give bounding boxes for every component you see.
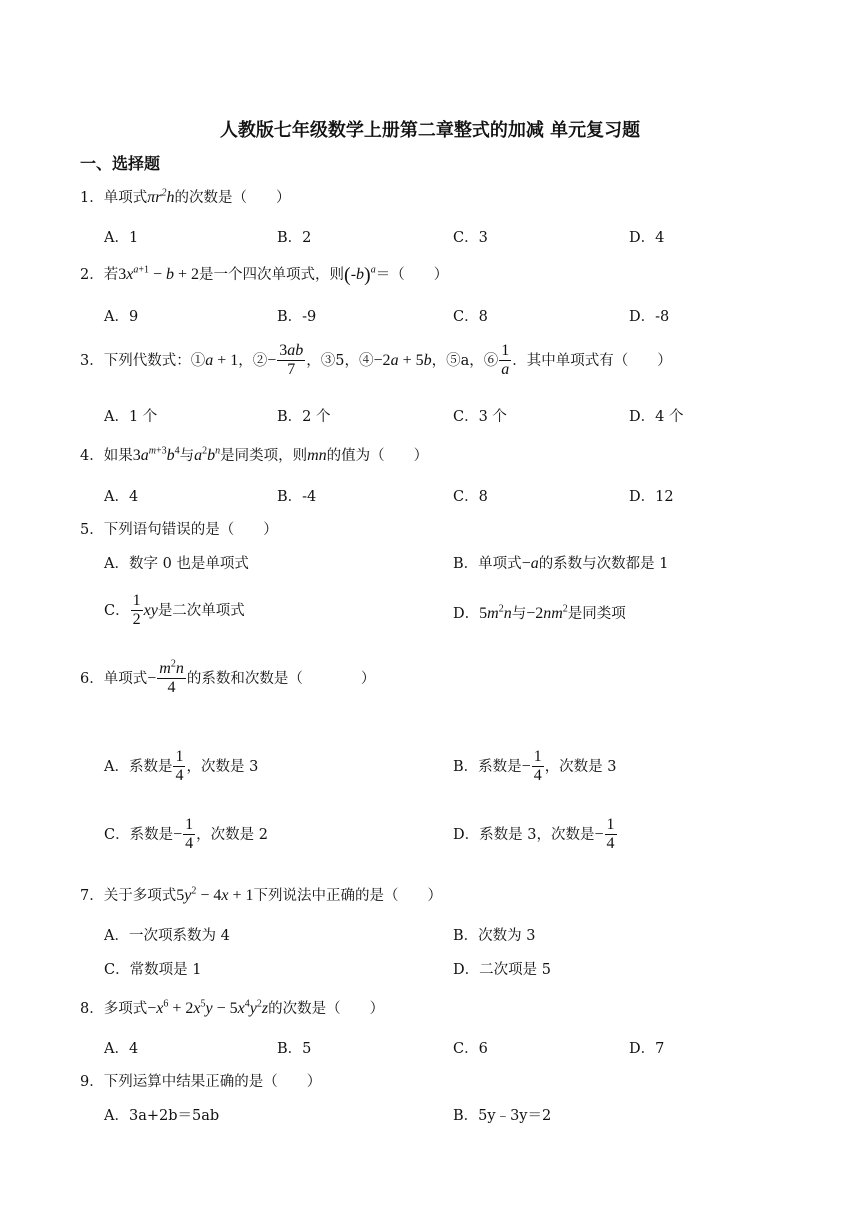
option-d: D．-8	[629, 309, 670, 325]
question-number: 7．	[80, 888, 104, 904]
fraction: $\frac{1}{4}$	[185, 816, 194, 853]
option-b: B．2	[277, 230, 312, 246]
question-4: 4．如果$3a^{m+3}b^4$与$a^2b^n$是同类项，则mn的值为（ ）	[80, 445, 429, 464]
option-a: A．1	[104, 230, 139, 246]
fraction: $\frac{1}{2}$	[132, 592, 141, 629]
option-b: B．-4	[277, 489, 317, 505]
math-expression: a + 1	[205, 351, 239, 369]
option-c: C． $\frac{1}{2}$ xy是二次单项式	[104, 592, 245, 629]
option-c: C．系数是− $\frac{1}{4}$ ，次数是 2	[104, 816, 268, 853]
question-number: 1．	[80, 190, 104, 206]
option-d: D．7	[629, 1041, 665, 1057]
math-expression: $\pi r^2h$	[147, 187, 175, 206]
question-number: 2．	[80, 267, 104, 283]
math-expression: mn	[307, 447, 327, 464]
option-b: B．次数为 3	[453, 928, 536, 944]
option-d: D．二次项是 5	[453, 962, 551, 978]
math-expression: $3a^{m+3}b^4$	[132, 445, 180, 464]
option-c: C．8	[453, 309, 488, 325]
fraction: $\frac{1}{4}$	[606, 816, 615, 853]
question-6: 6．单项式− $\frac{m^2n}{4}$ 的系数和次数是（ ）	[80, 658, 376, 697]
question-number: 8．	[80, 1001, 104, 1017]
option-b: B．系数是− $\frac{1}{4}$ ，次数是 3	[453, 748, 617, 785]
question-number: 5．	[80, 522, 104, 538]
question-number: 3．	[80, 352, 104, 369]
question-8: 8．多项式$-x^6 + 2x^5y - 5x^4y^2z$的次数是（ ）	[80, 998, 385, 1017]
option-d: D．系数是 3，次数是− $\frac{1}{4}$	[453, 816, 615, 853]
option-c: C．3 个	[453, 409, 507, 425]
math-expression: $(-b)^a$	[344, 264, 376, 286]
math-expression: $5y^2 - 4x + 1$	[176, 885, 254, 904]
option-a: A．4	[104, 1041, 139, 1057]
option-d: D．4	[629, 230, 665, 246]
option-c: C．8	[453, 489, 488, 505]
option-a: A．1 个	[104, 409, 158, 425]
question-2: 2．若$3x^{a+1} - b + 2$是一个四次单项式，则$(-b)^a=$（ ）	[80, 264, 449, 286]
option-b: B．-9	[277, 309, 317, 325]
option-a: A．数字 0 也是单项式	[104, 556, 249, 572]
fraction: $\frac{1}{a}$	[501, 342, 510, 379]
math-expression: $a^2b^n$	[194, 445, 221, 464]
option-c: C．常数项是 1	[104, 962, 202, 978]
section-heading: 一、选择题	[80, 154, 161, 173]
question-5: 5．下列语句错误的是（ ）	[80, 522, 278, 538]
math-expression: $-x^6 + 2x^5y - 5x^4y^2z$	[147, 998, 269, 1017]
question-number: 6．	[80, 670, 104, 687]
option-c: C．3	[453, 230, 488, 246]
option-a: A．一次项系数为 4	[104, 928, 230, 944]
fraction: $\frac{1}{4}$	[175, 748, 184, 785]
option-a: A．系数是 $\frac{1}{4}$ ，次数是 3	[104, 748, 259, 785]
question-number: 4．	[80, 448, 104, 464]
option-d: D．$5m^2n$与$-2nm^2$是同类项	[453, 603, 626, 622]
question-number: 9．	[80, 1074, 104, 1090]
option-d: D．12	[629, 489, 674, 505]
fraction: $\frac{1}{4}$	[533, 748, 542, 785]
option-a: A．9	[104, 309, 139, 325]
page-title: 人教版七年级数学上册第二章整式的加减 单元复习题	[219, 120, 641, 141]
option-a: A．3a+2b＝5ab	[104, 1108, 220, 1124]
fraction: $\frac{m^2n}{4}$	[159, 658, 184, 697]
question-9: 9．下列运算中结果正确的是（ ）	[80, 1074, 322, 1090]
option-d: D．4 个	[629, 409, 684, 425]
question-1: 1．单项式$\pi r^2h$的次数是（ ）	[80, 187, 291, 206]
option-b: B．5y﹣3y＝2	[453, 1108, 552, 1124]
option-b: B．2 个	[277, 409, 331, 425]
question-7: 7．关于多项式$5y^2 - 4x + 1$下列说法中正确的是（ ）	[80, 885, 443, 904]
option-b: B．5	[277, 1041, 312, 1057]
fraction: $\frac{3ab}{7}$	[279, 342, 304, 379]
option-c: C．6	[453, 1041, 488, 1057]
math-expression: $3x^{a+1} - b + 2$	[118, 264, 200, 283]
option-b: B．单项式−a的系数与次数都是 1	[453, 555, 669, 572]
math-expression: −2a + 5b	[373, 351, 432, 369]
option-a: A．4	[104, 489, 139, 505]
question-3: 3．下列代数式：①a + 1，②− $\frac{3ab}{7}$ ，③5，④−2a + 5b，⑤a，⑥ $\frac{1}{a}$ ．其中单项式有（ ）	[80, 342, 672, 379]
